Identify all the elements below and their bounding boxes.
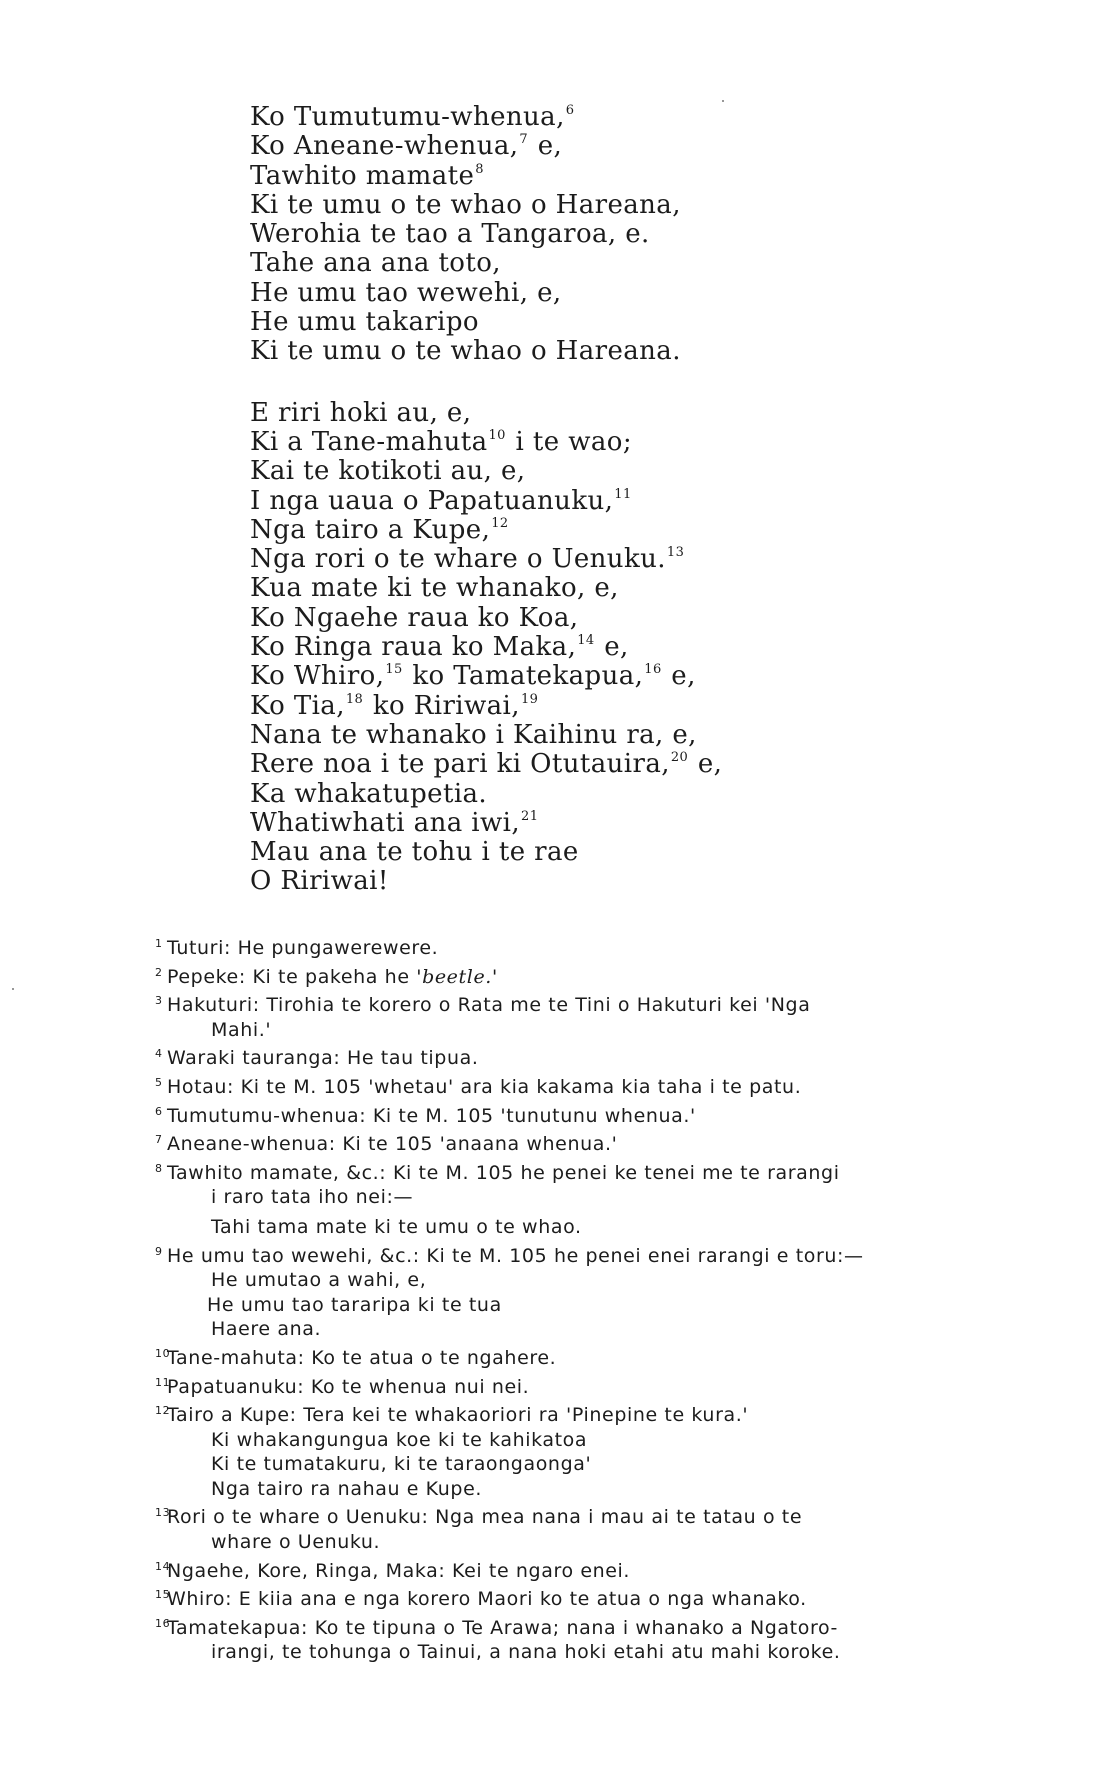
footnote-number: 1 [155,937,163,950]
footnote [155,965,970,990]
poem-line [250,457,950,486]
footnote-number: 4 [155,1047,163,1061]
poem-line [250,662,950,691]
poem-line [250,428,950,457]
poem-line-text: He umu takaripo [250,307,479,338]
footnote-text: Nga tairo ra nahau e Kupe. [211,1477,483,1500]
footnote [155,993,970,1042]
poem-line [250,545,950,574]
footnote-text: He umutao a wahi, e, [211,1269,427,1292]
footnote-ref: 7 [519,132,529,148]
poem-line [250,604,950,633]
poem-line-text: e, [595,632,629,663]
poem-line-text: ko Ririwai, [364,690,520,721]
footnote-text: Pepeke: Ki te pakeha he 'beetle.' [167,965,498,988]
footnote-number: 13 [155,1506,171,1520]
poem-line-text: Tahe ana ana toto, [250,248,501,279]
footnote-number: 9 [155,1244,163,1258]
footnote-text: Whiro: E kiia ana e nga korero Maori ko te atua o nga whanako. [167,1588,807,1611]
footnote-text: Tawhito mamate, &c.: Ki te M. 105 he penei ke tenei me te rarangi [167,1161,840,1184]
poem-line [250,750,950,779]
footnote-ref: 11 [614,486,632,502]
poem-line [250,132,950,161]
poem-line [250,867,950,896]
poem-line-text: Nga rori o te whare o Uenuku. [250,544,666,575]
footnote-number: 15 [155,1588,171,1602]
footnote-number: 16 [155,1616,171,1630]
footnote-text: irangi, te tohunga o Tainui, a nana hoki etahi atu mahi koroke. [211,1641,841,1664]
footnote-number: 7 [155,1133,163,1147]
poem-line-text: Ka whakatupetia. [250,778,488,809]
poem-line [250,574,950,603]
footnote-text: Papatuanuku: Ko te whenua nui nei. [167,1375,530,1398]
poem-line [250,103,950,132]
footnote-text: Hotau: Ki te M. 105 'whetau' ara kia kakama kia taha i te patu. [167,1075,802,1098]
footnote-text: Ki whakangungua koe ki te kahikatoa [211,1428,588,1451]
footnote [155,1244,970,1342]
footnote-number: 2 [155,965,163,979]
footnotes [155,936,970,1669]
poem-line-text: Ki te umu o te whao o Hareana. [250,336,681,367]
poem-line-text: Ko Tia, [250,690,345,721]
footnote-text: i raro tata iho nei:— [211,1186,414,1209]
poem-line [250,633,950,662]
footnote-text: Rori o te whare o Uenuku: Nga mea nana i mau ai te tatau o te [167,1506,803,1529]
footnote-number: 8 [155,1161,163,1175]
poem-line-text: Whatiwhati ana iwi, [250,807,521,838]
poem-line [250,162,950,191]
poem-line [250,337,950,366]
footnote [155,936,970,961]
footnote-ref: 16 [644,662,662,678]
footnote-ref: 10 [488,427,506,443]
poem-line-text: i te wao; [506,426,632,457]
poem-line-text: Ko Whiro, [250,661,385,692]
poem-line-text: Ko Ringa raua ko Maka, [250,632,577,663]
footnote-number: 11 [155,1375,171,1389]
footnote-text: Mahi.' [211,1018,272,1041]
footnote-ref: 14 [577,633,595,649]
footnote-text: He umu tao tararipa ki te tua [207,1293,502,1316]
poem-line-text: Ko Tumutumu-whenua, [250,102,565,132]
poem-line-text: Kai te kotikoti au, e, [250,456,526,487]
poem-line [250,692,950,721]
page-speck [722,100,724,102]
footnote [155,1559,970,1584]
poem-line-text: Mau ana te tohu i te rae [250,837,579,868]
poem-line [250,516,950,545]
footnote [155,1375,970,1400]
poem-line-text: Nga tairo a Kupe, [250,514,491,545]
poem-line [250,249,950,278]
poem-line [250,780,950,809]
poem-line-text: Werohia te tao a Tangaroa, e. [250,219,650,250]
footnote-number: 10 [155,1346,171,1360]
footnote-ref: 13 [666,545,685,561]
footnote-text: He umu tao wewehi, &c.: Ki te M. 105 he penei enei rarangi e toru:— [167,1244,864,1267]
footnote-number: 6 [155,1104,163,1118]
footnote-text: Haere ana. [211,1318,322,1341]
poem-line [250,399,950,428]
poem-line-text: ko Tamatekapua, [403,661,644,692]
footnote-ref: 18 [345,691,364,707]
poem-line [250,487,950,516]
footnote [155,1104,970,1129]
footnote-ref: 12 [491,515,509,531]
poem-line-text: Tawhito mamate [250,160,475,191]
footnote [155,1161,970,1240]
footnote-ref: 8 [475,161,484,177]
footnote-number: 5 [155,1075,163,1089]
footnote-text: Waraki tauranga: He tau tipua. [167,1047,479,1070]
footnote [155,1346,970,1371]
footnote [155,1403,970,1501]
footnote [155,1132,970,1157]
footnote [155,1505,970,1554]
page-speck [12,988,14,990]
footnote [155,1046,970,1071]
footnote-text: Hakuturi: Tirohia te korero o Rata me te Tini o Hakuturi kei 'Nga [167,994,811,1017]
footnote-text: Tumutumu-whenua: Ki te M. 105 'tunutunu whenua.' [167,1104,696,1127]
poem-line-text: e, [662,661,696,692]
poem-line [250,308,950,337]
footnote-number: 3 [155,994,163,1008]
poem-line-text: I nga uaua o Papatuanuku, [250,485,614,516]
poem-line-text: Kua mate ki te whanako, e, [250,573,619,604]
footnote-ref: 6 [565,103,575,118]
footnote-ref: 15 [385,662,403,678]
poem-line [250,191,950,220]
poem-line [250,838,950,867]
footnote [155,1075,970,1100]
footnote-text: Tuturi: He pungawerewere. [167,937,439,959]
poem-line [250,721,950,750]
poem-line [250,220,950,249]
poem-line-text: E riri hoki au, e, [250,397,472,428]
footnote-text: Tane-mahuta: Ko te atua o te ngahere. [167,1346,557,1369]
poem [250,103,950,897]
footnote-text: Tahi tama mate ki te umu o te whao. [211,1215,582,1238]
poem-line [250,279,950,308]
poem-line-text: O Ririwai! [250,866,389,897]
poem-line-text: e, [689,749,723,780]
footnote-ref: 21 [521,808,539,824]
poem-line-text: Ki a Tane-mahuta [250,426,488,457]
poem-line-text: Nana te whanako i Kaihinu ra, e, [250,719,697,750]
footnote-ref: 19 [520,691,539,707]
poem-stanza-2 [250,399,950,897]
poem-line-text: Rere noa i te pari ki Otutauira, [250,749,670,780]
footnote-ref: 20 [670,750,689,766]
footnote-number: 12 [155,1404,171,1418]
footnote-text: Aneane-whenua: Ki te 105 'anaana whenua.' [167,1133,618,1156]
footnote-number: 14 [155,1559,171,1573]
footnote-text: Ngaehe, Kore, Ringa, Maka: Kei te ngaro enei. [167,1559,631,1582]
poem-line-text: Ko Ngaehe raua ko Koa, [250,602,579,633]
poem-line-text: Ki te umu o te whao o Hareana, [250,189,681,220]
poem-line-text: Ko Aneane-whenua, [250,131,519,162]
footnote-text: Tairo a Kupe: Tera kei te whakaoriori ra 'Pinepine te kura.' [167,1404,749,1427]
poem-line-text: e, [529,131,563,162]
footnote-text: Tamatekapua: Ko te tipuna o Te Arawa; nana i whanako a Ngatoro- [167,1616,838,1639]
footnote-text: whare o Uenuku. [211,1531,381,1554]
footnote [155,1616,970,1665]
footnote-text: Ki te tumatakuru, ki te taraongaonga' [211,1453,592,1476]
poem-line [250,809,950,838]
footnote [155,1587,970,1612]
poem-line-text: He umu tao wewehi, e, [250,277,562,308]
poem-stanza-1 [250,103,950,367]
